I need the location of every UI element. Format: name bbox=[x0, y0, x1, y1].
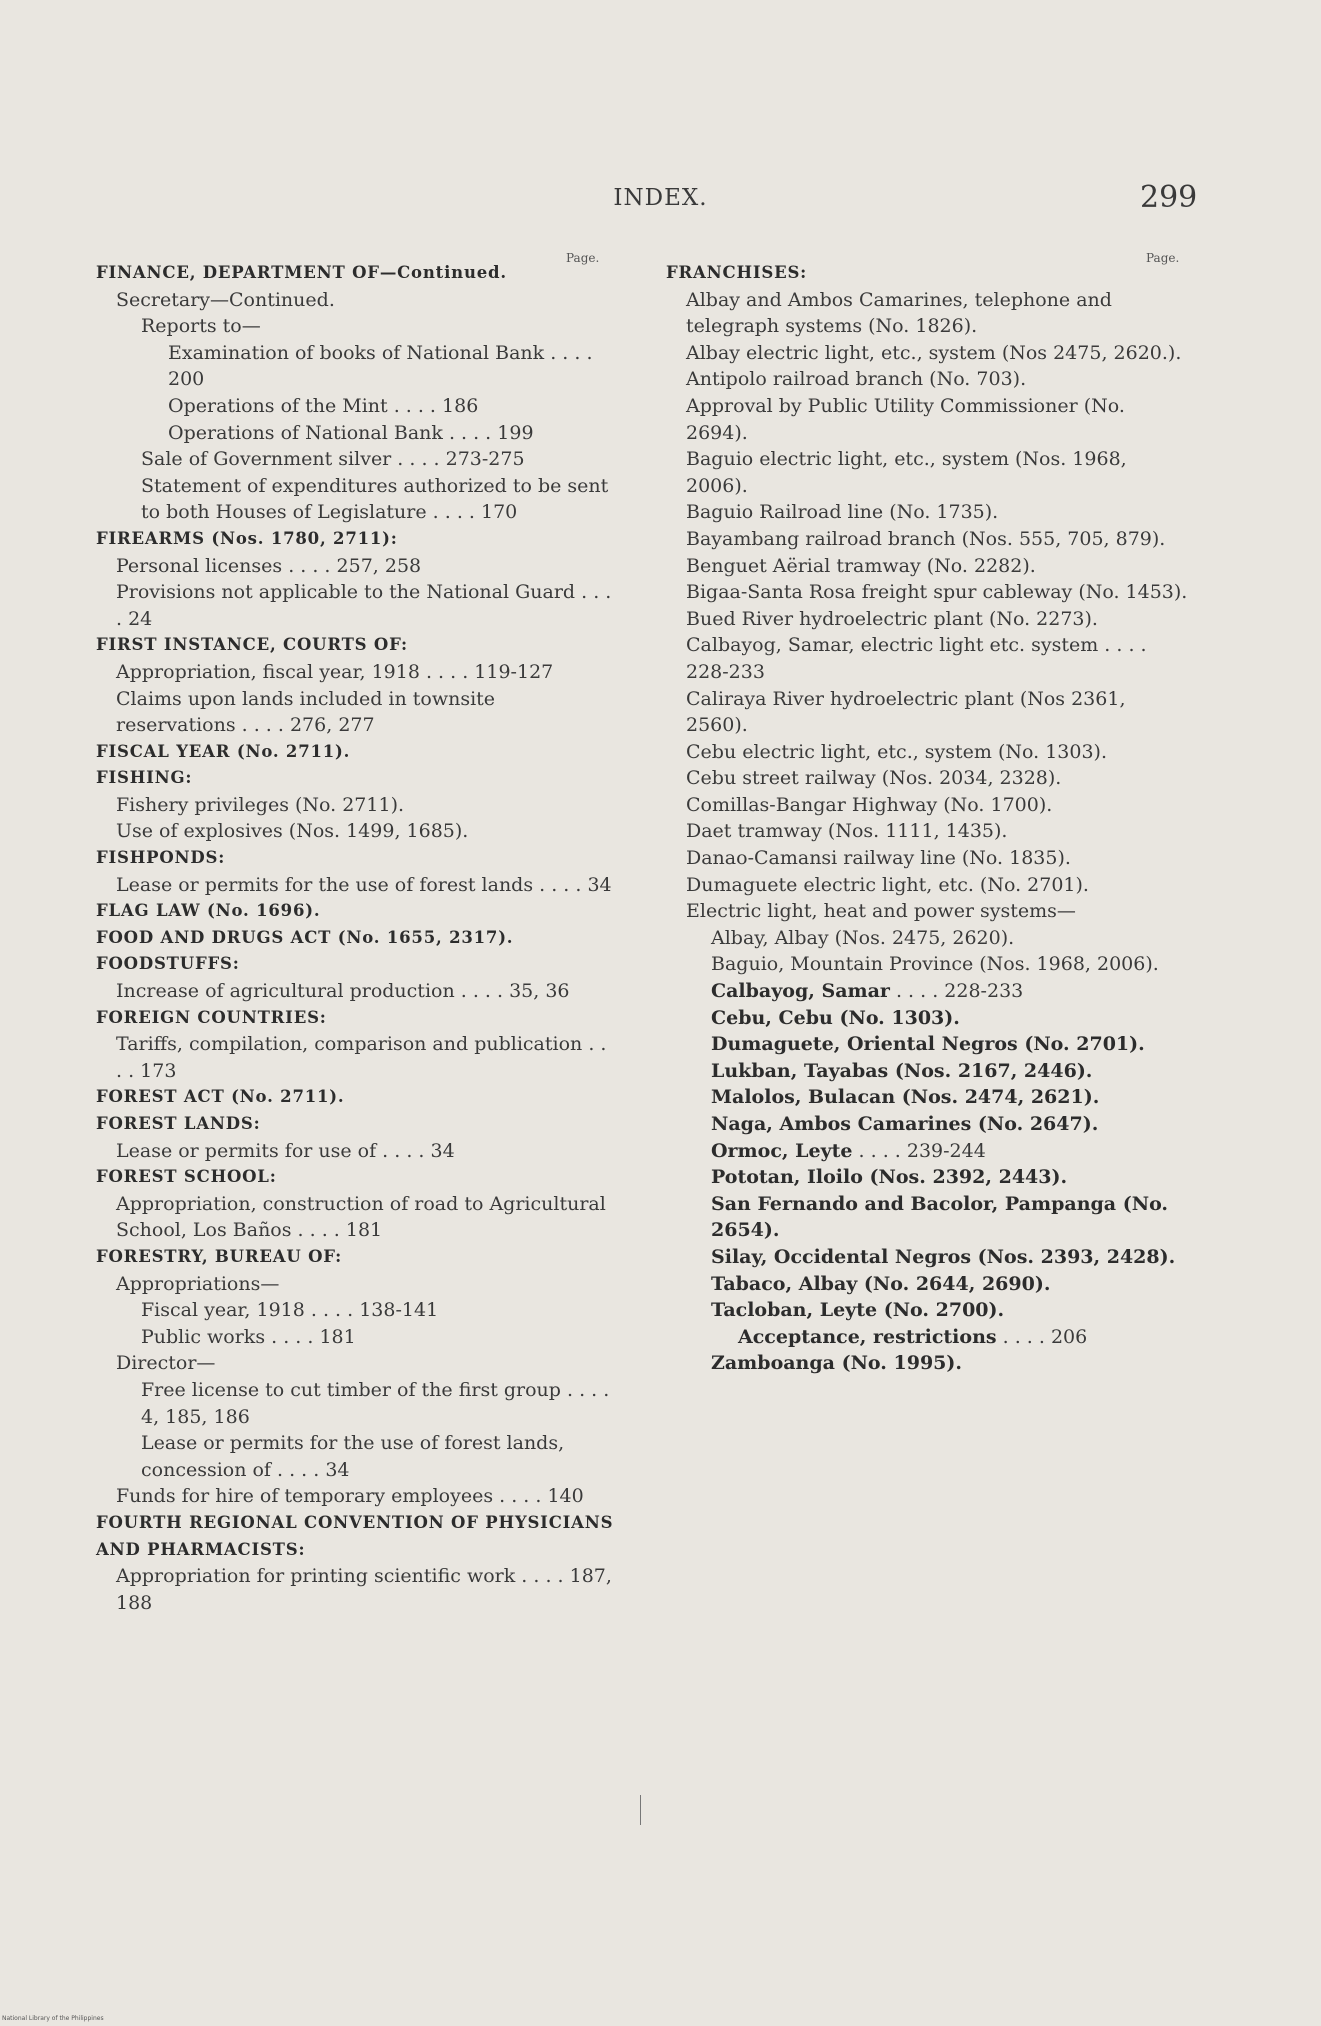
entry-page: 181 bbox=[319, 1325, 356, 1348]
entry-text: Cebu electric light, etc., system (No. 1303). bbox=[686, 740, 1108, 763]
index-entry: Lease or permits for the use of forest lands, concession of . . . . 34 bbox=[141, 1432, 565, 1481]
entry-page: 181 bbox=[345, 1219, 383, 1242]
index-entry bbox=[96, 792, 616, 819]
entry-text: Tabaco, Albay (No. 2644, 2690). bbox=[711, 1272, 1051, 1295]
index-entry bbox=[666, 446, 1191, 499]
entry-text: San Fernando and Bacolor, Pampanga (No. 2654). bbox=[711, 1192, 1169, 1242]
index-entry: Public works . . . . 181 bbox=[141, 1325, 356, 1348]
index-heading bbox=[96, 1111, 616, 1138]
index-entry bbox=[666, 606, 1191, 633]
index-entry bbox=[666, 366, 1191, 393]
entry-text: Statement of expenditures authorized to be sent to both Houses of Legislature bbox=[141, 474, 609, 524]
entry-text: Silay, Occidental Negros (Nos. 2393, 2428). bbox=[711, 1245, 1176, 1268]
entry-text: Fiscal year, 1918 bbox=[141, 1299, 305, 1322]
left-index-column bbox=[96, 245, 616, 1616]
index-entry bbox=[666, 393, 1191, 446]
index-entry bbox=[96, 313, 616, 340]
index-entry bbox=[666, 765, 1191, 792]
index-heading bbox=[96, 951, 616, 978]
index-entry bbox=[666, 1244, 1191, 1271]
entry-page: 119-127 bbox=[474, 660, 554, 683]
entry-text: Approval by Public Utility Commissioner (No. 2694). bbox=[686, 394, 1125, 444]
entry-text: Baguio Railroad line (No. 1735). bbox=[686, 501, 999, 524]
entry-text: FIRST INSTANCE, COURTS OF: bbox=[96, 635, 408, 655]
entry-text: Albay and Ambos Camarines, telephone and telegraph systems (No. 1826). bbox=[686, 288, 1112, 338]
right-index-column bbox=[666, 245, 1191, 1377]
index-heading bbox=[96, 1164, 616, 1191]
index-heading bbox=[96, 765, 616, 792]
index-heading bbox=[96, 1084, 616, 1111]
index-entry bbox=[666, 1005, 1191, 1032]
entry-text: Malolos, Bulacan (Nos. 2474, 2621). bbox=[711, 1086, 1100, 1109]
page-column-label: Page. bbox=[566, 251, 600, 265]
index-entry bbox=[666, 686, 1191, 739]
index-entry: Examination of books of National Bank . . . . 200 bbox=[168, 341, 593, 391]
entry-text: Danao-Camansi railway line (No. 1835). bbox=[686, 847, 1071, 870]
entry-text: Director— bbox=[116, 1352, 216, 1375]
index-entry: Personal licenses . . . . 257, 258 bbox=[116, 554, 422, 577]
index-heading bbox=[666, 260, 1191, 287]
entry-page: 257, 258 bbox=[336, 554, 422, 577]
entry-page: 200 bbox=[168, 368, 205, 391]
entry-text: Funds for hire of temporary employees bbox=[116, 1485, 494, 1508]
index-entry bbox=[666, 951, 1191, 978]
entry-text: Naga, Ambos Camarines (No. 2647). bbox=[711, 1113, 1099, 1135]
index-entry: Acceptance, restrictions . . . . 206 bbox=[738, 1325, 1088, 1348]
entry-text: Albay electric light, etc., system (Nos 2475, 2620.). bbox=[686, 341, 1182, 364]
index-heading bbox=[96, 898, 616, 925]
index-heading bbox=[96, 1244, 616, 1271]
index-entry bbox=[96, 1350, 616, 1377]
entry-text: FISHING: bbox=[96, 768, 193, 788]
entry-text: Appropriation for printing scientific work bbox=[116, 1565, 516, 1588]
entry-page: 228-233 bbox=[686, 660, 765, 683]
entry-text: FISCAL YEAR (No. 2711). bbox=[96, 741, 351, 761]
right-entries bbox=[666, 260, 1191, 1377]
index-entry: Appropriation for printing scientific work . . . . 187, 188 bbox=[116, 1565, 612, 1614]
entry-text: Caliraya River hydroelectric plant (Nos 2361, 2560). bbox=[686, 687, 1126, 737]
entry-text: Calbayog, Samar, electric light etc. system bbox=[686, 634, 1099, 657]
entry-text: Albay, Albay (Nos. 2475, 2620). bbox=[711, 926, 1015, 949]
index-entry bbox=[96, 818, 616, 845]
index-entry bbox=[666, 1084, 1191, 1111]
entry-text: Electric light, heat and power systems— bbox=[686, 900, 1076, 923]
entry-text: Baguio electric light, etc., system (Nos. 1968, 2006). bbox=[686, 448, 1127, 497]
entry-text: Tariffs, compilation, comparison and publication bbox=[116, 1033, 583, 1056]
index-entry: Lease or permits for use of . . . . 34 bbox=[116, 1139, 455, 1162]
entry-text: Comillas-Bangar Highway (No. 1700). bbox=[686, 793, 1053, 816]
entry-text: Cebu street railway (Nos. 2034, 2328). bbox=[686, 767, 1062, 790]
index-entry: Funds for hire of temporary employees . . . . 140 bbox=[116, 1485, 584, 1508]
entry-text: Bigaa-Santa Rosa freight spur cableway (No. 1453). bbox=[686, 581, 1188, 604]
entry-text: Lease or permits for the use of forest lands bbox=[116, 873, 534, 896]
index-entry bbox=[666, 579, 1191, 606]
entry-text: Lukban, Tayabas (Nos. 2167, 2446). bbox=[711, 1059, 1093, 1082]
index-entry: Tariffs, compilation, comparison and publication . . . . 173 bbox=[116, 1033, 607, 1082]
entry-page: 239-244 bbox=[906, 1139, 986, 1162]
index-entry bbox=[666, 553, 1191, 580]
entry-text: Personal licenses bbox=[116, 554, 283, 577]
index-entry bbox=[666, 898, 1191, 925]
entry-page: 228-233 bbox=[944, 980, 1024, 1003]
index-entry: Operations of the Mint . . . . 186 bbox=[168, 394, 479, 417]
entry-text: Lease or permits for the use of forest lands, concession of bbox=[141, 1432, 565, 1481]
entry-text: Dumaguete, Oriental Negros (No. 2701). bbox=[711, 1033, 1145, 1056]
index-entry: Free license to cut timber of the first group . . . . 4, 185, 186 bbox=[141, 1378, 610, 1428]
index-entry bbox=[666, 1111, 1191, 1138]
entry-page: 276, 277 bbox=[289, 714, 375, 737]
entry-text: Tacloban, Leyte (No. 2700). bbox=[711, 1299, 1005, 1322]
entry-text: Claims upon lands included in townsite reservations bbox=[116, 687, 496, 737]
entry-text: Fishery privileges (No. 2711). bbox=[116, 793, 405, 816]
index-entry bbox=[666, 1191, 1191, 1244]
entry-text: Zamboanga (No. 1995). bbox=[711, 1352, 962, 1375]
index-entry: Sale of Government silver . . . . 273-275 bbox=[141, 448, 525, 471]
index-entry: Appropriation, fiscal year, 1918 . . . . 119-127 bbox=[116, 660, 554, 683]
index-heading bbox=[96, 526, 616, 553]
entry-text: Use of explosives (Nos. 1499, 1685). bbox=[116, 820, 469, 843]
entry-text: Appropriation, construction of road to Agricultural School, Los Baños bbox=[116, 1192, 606, 1242]
index-heading bbox=[96, 260, 616, 287]
index-entry: Calbayog, Samar, electric light etc. system . . . . 228-233 bbox=[686, 634, 1147, 683]
entry-text: FINANCE, DEPARTMENT OF—Continued. bbox=[96, 263, 507, 282]
entry-text: Reports to— bbox=[141, 315, 261, 338]
entry-text: Free license to cut timber of the first group bbox=[141, 1378, 561, 1401]
entry-text: Increase of agricultural production bbox=[116, 980, 455, 1003]
index-entry: Provisions not applicable to the National Guard . . . . 24 bbox=[116, 581, 612, 630]
entry-page: 206 bbox=[1050, 1325, 1088, 1348]
entry-text: Public works bbox=[141, 1325, 266, 1348]
entry-text: Sale of Government silver bbox=[141, 448, 392, 471]
entry-page: 140 bbox=[547, 1485, 584, 1508]
entry-text: FORESTRY, BUREAU OF: bbox=[96, 1246, 343, 1266]
index-entry bbox=[666, 1271, 1191, 1298]
index-entry: Calbayog, Samar . . . . 228-233 bbox=[711, 980, 1024, 1003]
index-entry bbox=[666, 792, 1191, 819]
index-entry bbox=[666, 1297, 1191, 1324]
entry-text: FOREIGN COUNTRIES: bbox=[96, 1007, 327, 1027]
entry-page: 199 bbox=[497, 421, 534, 444]
entry-text: Lease or permits for use of bbox=[116, 1139, 377, 1162]
entry-page: 35, 36 bbox=[509, 980, 570, 1003]
index-entry bbox=[666, 340, 1191, 367]
index-entry: Claims upon lands included in townsite reservations . . . . 276, 277 bbox=[116, 687, 496, 737]
entry-page: 24 bbox=[128, 607, 153, 630]
index-entry: Fiscal year, 1918 . . . . 138-141 bbox=[141, 1299, 439, 1322]
entry-text: Examination of books of National Bank bbox=[168, 341, 545, 364]
entry-text: FRANCHISES: bbox=[666, 263, 808, 282]
entry-text: Cebu, Cebu (No. 1303). bbox=[711, 1006, 960, 1029]
left-entries bbox=[96, 260, 616, 1616]
index-entry bbox=[666, 818, 1191, 845]
entry-page: 173 bbox=[140, 1059, 177, 1082]
entry-text: FOOD AND DRUGS ACT (No. 1655, 2317). bbox=[96, 927, 514, 947]
index-entry bbox=[666, 1164, 1191, 1191]
entry-text: Appropriations— bbox=[116, 1272, 280, 1295]
index-entry: Statement of expenditures authorized to be sent to both Houses of Legislature . . . . 170 bbox=[141, 474, 609, 524]
index-heading bbox=[96, 632, 616, 659]
page-number: 299 bbox=[1140, 180, 1198, 215]
column-divider bbox=[640, 1795, 641, 1825]
page-column-label: Page. bbox=[1146, 251, 1180, 265]
index-heading bbox=[96, 739, 616, 766]
index-entry bbox=[666, 526, 1191, 553]
index-entry: Operations of National Bank . . . . 199 bbox=[168, 421, 534, 444]
entry-text: Daet tramway (Nos. 1111, 1435). bbox=[686, 820, 1008, 843]
index-entry bbox=[666, 1031, 1191, 1058]
entry-page: 34 bbox=[430, 1139, 455, 1162]
entry-text: FLAG LAW (No. 1696). bbox=[96, 901, 321, 921]
entry-text: Baguio, Mountain Province (Nos. 1968, 2006). bbox=[711, 953, 1159, 976]
entry-page: 187, 188 bbox=[116, 1565, 612, 1614]
entry-text: Acceptance, restrictions bbox=[738, 1325, 997, 1348]
index-entry bbox=[666, 1058, 1191, 1085]
index-entry bbox=[666, 925, 1191, 952]
index-heading bbox=[96, 1510, 616, 1563]
index-entry bbox=[666, 739, 1191, 766]
index-entry bbox=[666, 845, 1191, 872]
entry-text: Operations of National Bank bbox=[168, 421, 443, 444]
entry-page: 273-275 bbox=[445, 448, 525, 471]
entry-text: Antipolo railroad branch (No. 703). bbox=[686, 368, 1027, 391]
entry-page: 138-141 bbox=[359, 1299, 439, 1322]
entry-text: Dumaguete electric light, etc. (No. 2701). bbox=[686, 873, 1089, 896]
entry-text: FOURTH REGIONAL CONVENTION OF PHYSICIANS AND PHARMACISTS: bbox=[96, 1512, 614, 1559]
index-entry: Lease or permits for the use of forest lands . . . . 34 bbox=[116, 873, 612, 896]
index-entry bbox=[666, 872, 1191, 899]
entry-text: FOODSTUFFS: bbox=[96, 954, 240, 974]
entry-text: FIREARMS (Nos. 1780, 2711): bbox=[96, 528, 398, 548]
entry-text: Pototan, Iloilo (Nos. 2392, 2443). bbox=[711, 1166, 1068, 1189]
entry-text: Ormoc, Leyte bbox=[711, 1139, 853, 1162]
entry-page: 186 bbox=[442, 394, 479, 417]
entry-text: Provisions not applicable to the National Guard bbox=[116, 581, 576, 604]
entry-text: FOREST LANDS: bbox=[96, 1114, 261, 1133]
index-entry bbox=[96, 1271, 616, 1298]
entry-page: 34 bbox=[325, 1458, 350, 1481]
entry-text: Bayambang railroad branch (Nos. 555, 705, 879). bbox=[686, 527, 1166, 550]
entry-text: Secretary—Continued. bbox=[116, 288, 335, 311]
entry-text: FOREST SCHOOL: bbox=[96, 1167, 277, 1187]
index-heading bbox=[96, 1005, 616, 1032]
entry-page: 34 bbox=[587, 873, 612, 896]
entry-text: FISHPONDS: bbox=[96, 848, 226, 868]
index-entry: Ormoc, Leyte . . . . 239-244 bbox=[711, 1139, 986, 1162]
running-title: INDEX. bbox=[613, 185, 708, 211]
index-entry bbox=[666, 287, 1191, 340]
index-entry bbox=[666, 499, 1191, 526]
entry-text: FOREST ACT (No. 2711). bbox=[96, 1087, 345, 1107]
index-entry: Appropriation, construction of road to Agricultural School, Los Baños . . . . 181 bbox=[116, 1192, 606, 1242]
entry-page: 170 bbox=[480, 501, 518, 524]
index-entry bbox=[666, 1350, 1191, 1377]
entry-text: Benguet Aërial tramway (No. 2282). bbox=[686, 554, 1036, 577]
index-heading bbox=[96, 925, 616, 952]
entry-text: Calbayog, Samar bbox=[711, 980, 890, 1003]
entry-text: Operations of the Mint bbox=[168, 394, 388, 417]
index-heading bbox=[96, 845, 616, 872]
index-entry: Increase of agricultural production . . . . 35, 36 bbox=[116, 980, 570, 1003]
index-entry bbox=[96, 287, 616, 314]
entry-text: Appropriation, fiscal year, 1918 bbox=[116, 660, 420, 683]
source-footer: National Library of the Philippines bbox=[2, 2015, 104, 2022]
entry-page: 4, 185, 186 bbox=[141, 1405, 250, 1428]
entry-text: Bued River hydroelectric plant (No. 2273). bbox=[686, 607, 1098, 630]
